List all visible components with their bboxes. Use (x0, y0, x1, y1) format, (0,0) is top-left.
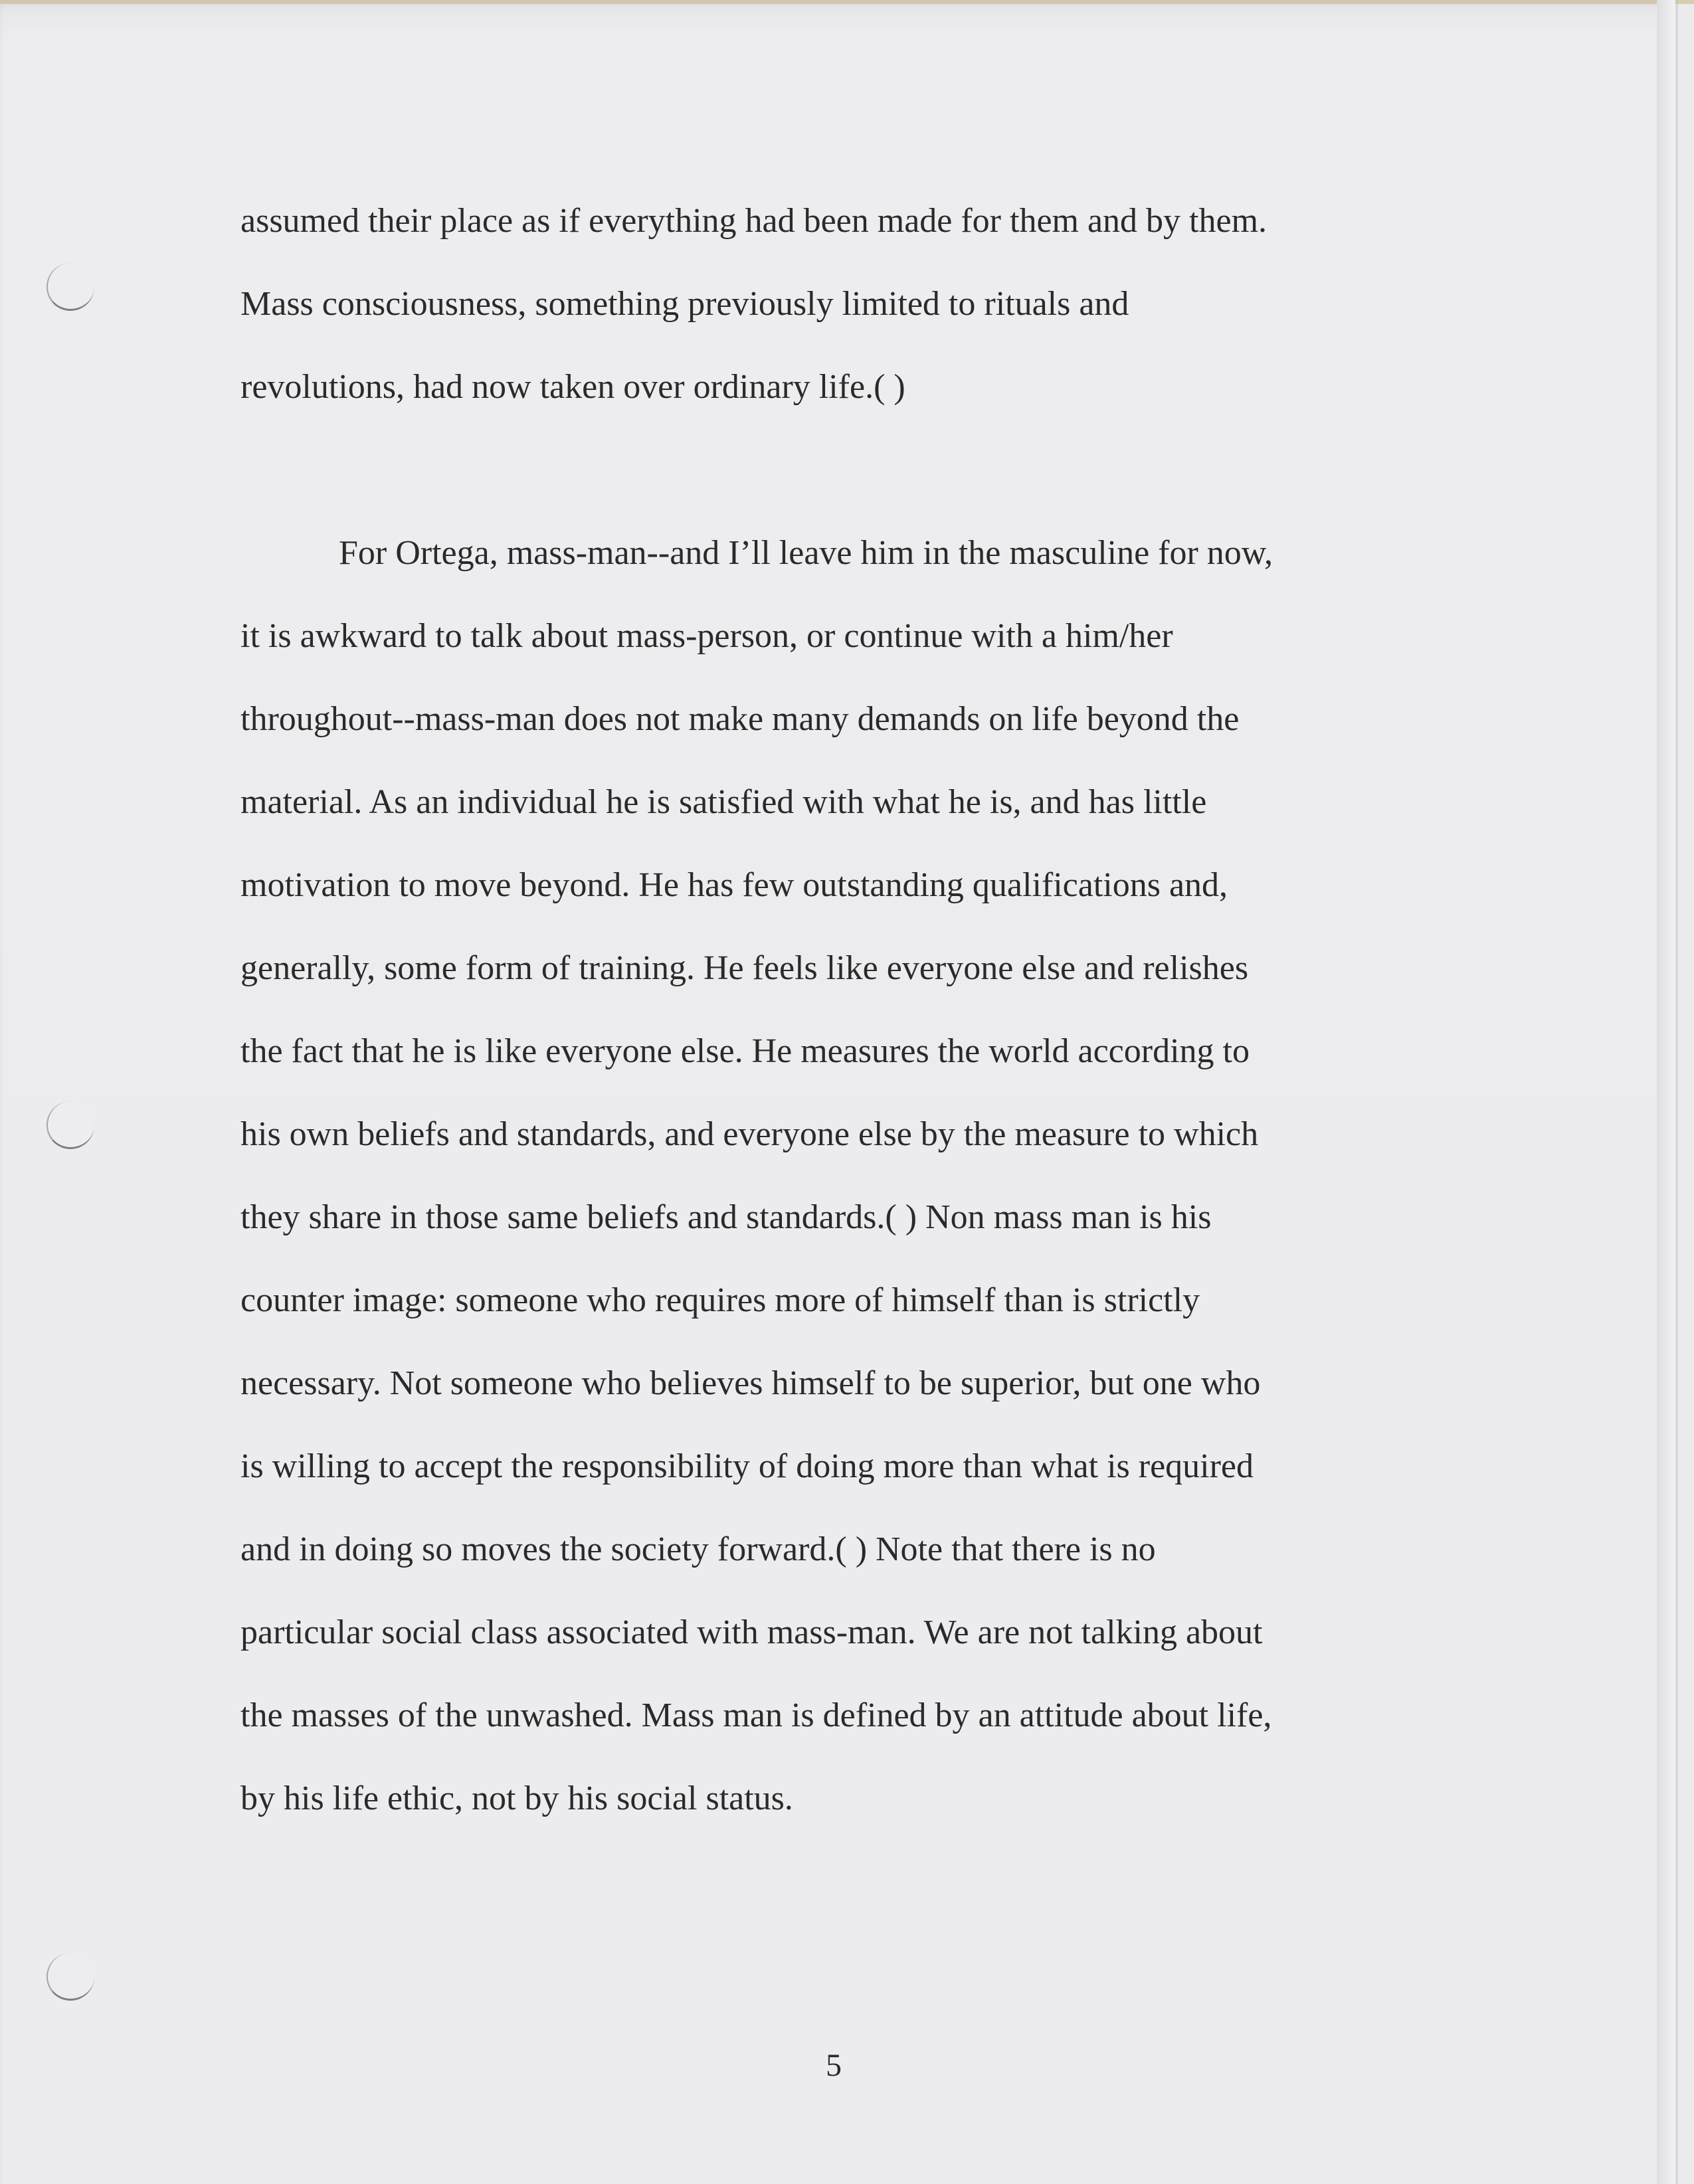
text-line: motivation to move beyond. He has few outstanding qualifications and, (240, 866, 1228, 904)
text-line: particular social class associated with mass-man. We are not talking about (240, 1613, 1263, 1651)
binder-hole-top (47, 263, 94, 311)
text-line: Mass consciousness, something previously limited to rituals and (240, 285, 1129, 323)
text-line: his own beliefs and standards, and everyone else by the measure to which (240, 1115, 1259, 1153)
paragraph-1 (240, 179, 1423, 428)
text-line: the fact that he is like everyone else. He measures the world according to (240, 1032, 1250, 1070)
text-line: they share in those same beliefs and standards.( ) Non mass man is his (240, 1198, 1212, 1236)
page-top-edge (0, 0, 1694, 4)
binder-hole-bottom (47, 1953, 94, 2001)
page-right-edge (1657, 0, 1675, 2184)
page-number: 5 (826, 2048, 842, 2083)
text-line: the masses of the unwashed. Mass man is defined by an attitude about life, (240, 1696, 1272, 1734)
text-line: generally, some form of training. He feels like everyone else and relishes (240, 949, 1249, 987)
text-line: is willing to accept the responsibility of doing more than what is required (240, 1447, 1254, 1485)
text-line: assumed their place as if everything had been made for them and by them. (240, 202, 1268, 240)
text-line: necessary. Not someone who believes himself to be superior, but one who (240, 1364, 1261, 1402)
text-line: For Ortega, mass-man--and I’ll leave him in the masculine for now, (339, 534, 1273, 572)
text-line: material. As an individual he is satisfied with what he is, and has little (240, 783, 1207, 821)
text-line: counter image: someone who requires more of himself than is strictly (240, 1281, 1200, 1319)
binder-hole-middle (47, 1101, 94, 1149)
text-line: throughout--mass-man does not make many demands on life beyond the (240, 700, 1240, 738)
text-line: revolutions, had now taken over ordinary life.( ) (240, 368, 905, 406)
text-line: by his life ethic, not by his social status. (240, 1779, 793, 1817)
paragraph-2 (240, 511, 1423, 1840)
text-line: and in doing so moves the society forward.( ) Note that there is no (240, 1530, 1156, 1568)
text-line: it is awkward to talk about mass-person, or continue with a him/her (240, 617, 1173, 655)
